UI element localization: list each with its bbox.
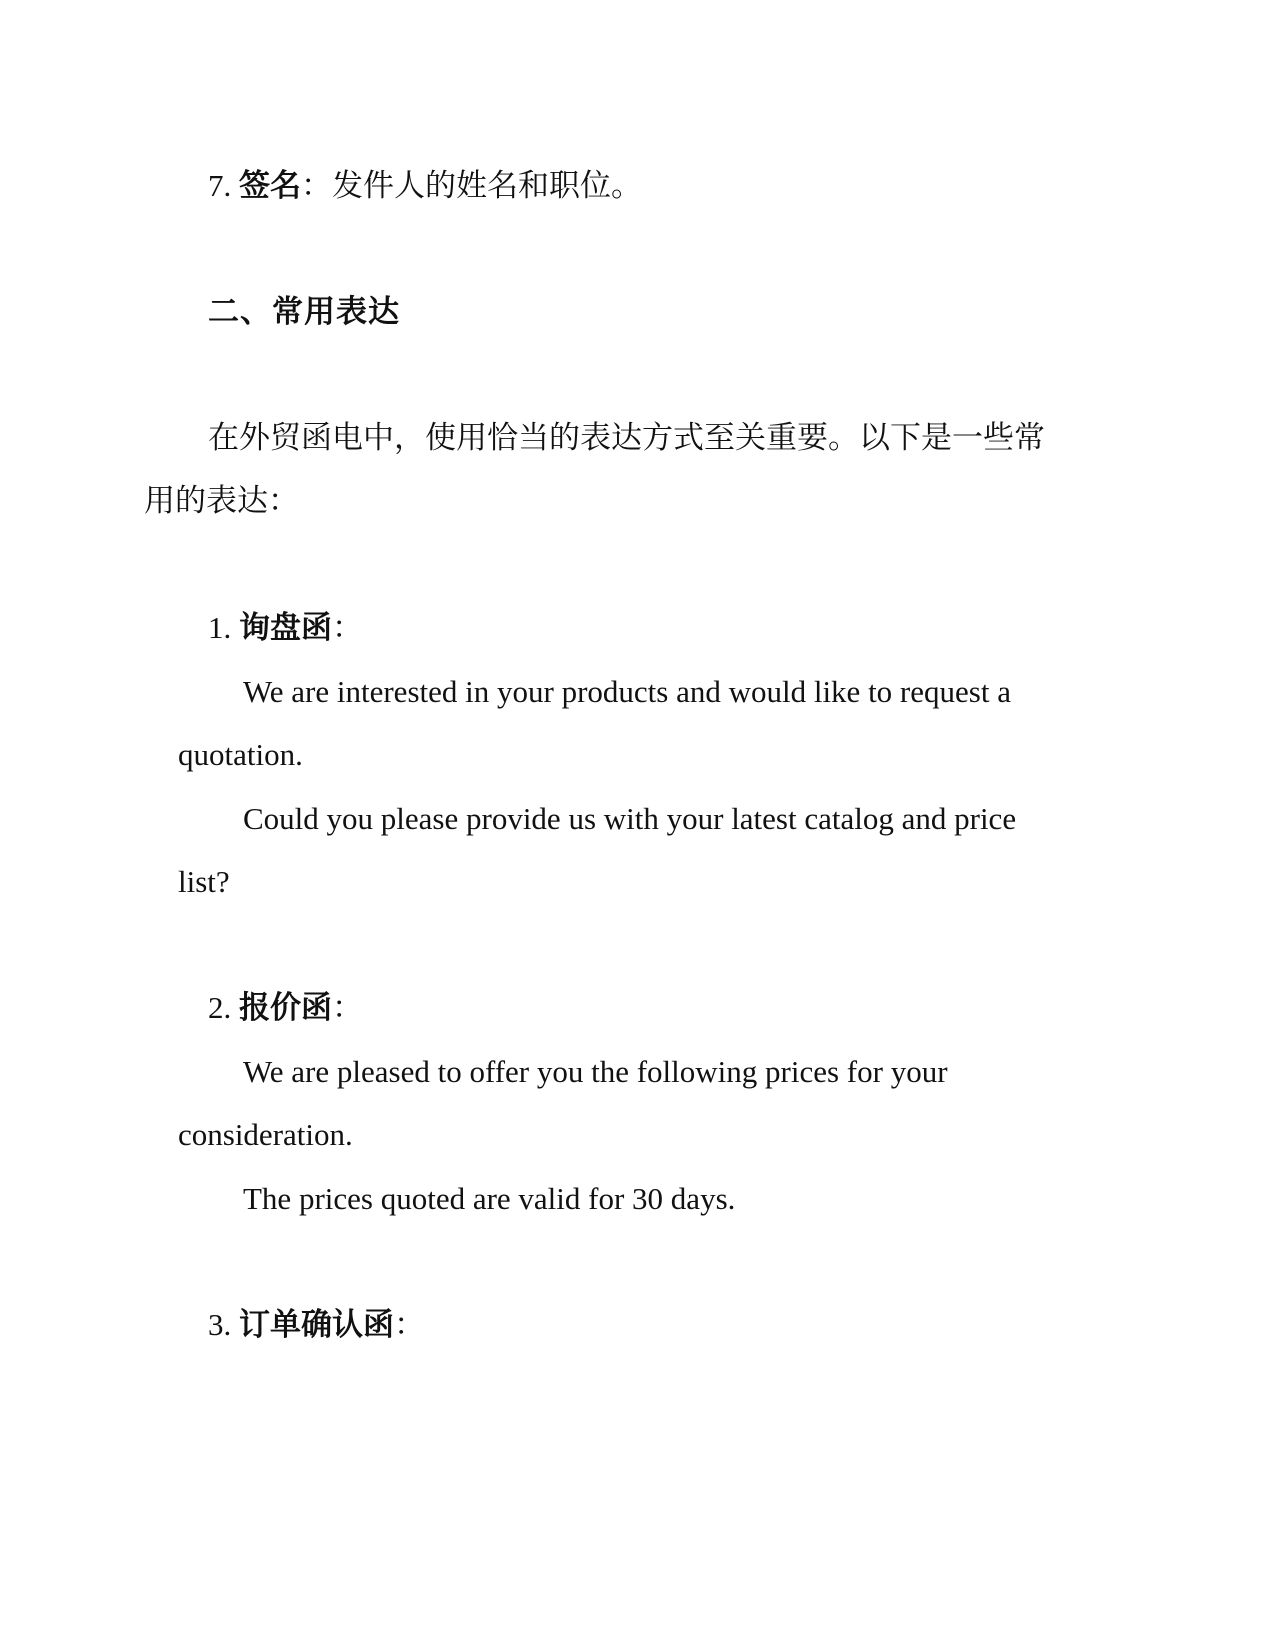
item-3-heading [208, 1305, 425, 1345]
item-3-label: 订单确认函 [239, 1307, 394, 1342]
item-1-heading [208, 608, 363, 648]
item-2-colon: ： [332, 990, 363, 1025]
item-1-line-1: We are interested in your products and would like to request a [243, 674, 1011, 709]
item-7-text: ：发件人的姓名和职位。 [301, 168, 642, 203]
intro-line-2: 用的表达： [144, 483, 299, 518]
item-7-signature [208, 166, 642, 206]
item-2-label: 报价函 [239, 990, 332, 1025]
item-2-line-1: We are pleased to offer you the following prices for your [243, 1054, 948, 1089]
item-1-number: 1. [208, 610, 232, 645]
item-2-line-3: The prices quoted are valid for 30 days. [243, 1181, 736, 1216]
item-2-heading [208, 988, 363, 1028]
item-1-line-3: Could you please provide us with your latest catalog and price [243, 801, 1017, 836]
intro-line-1: 在外贸函电中，使用恰当的表达方式至关重要。以下是一些常 [208, 420, 1045, 455]
section-heading-common-expressions: 二、常用表达 [208, 294, 400, 329]
item-2-number: 2. [208, 990, 232, 1025]
item-2-line-2: consideration. [178, 1117, 353, 1152]
item-3-number: 3. [208, 1307, 232, 1342]
item-7-label: 签名 [239, 168, 301, 203]
item-1-label: 询盘函 [239, 610, 332, 645]
item-1-line-2: quotation. [178, 737, 303, 772]
item-1-colon: ： [332, 610, 363, 645]
item-1-line-4: list? [178, 864, 230, 899]
item-3-colon: ： [394, 1307, 425, 1342]
item-7-number: 7. [208, 168, 232, 203]
